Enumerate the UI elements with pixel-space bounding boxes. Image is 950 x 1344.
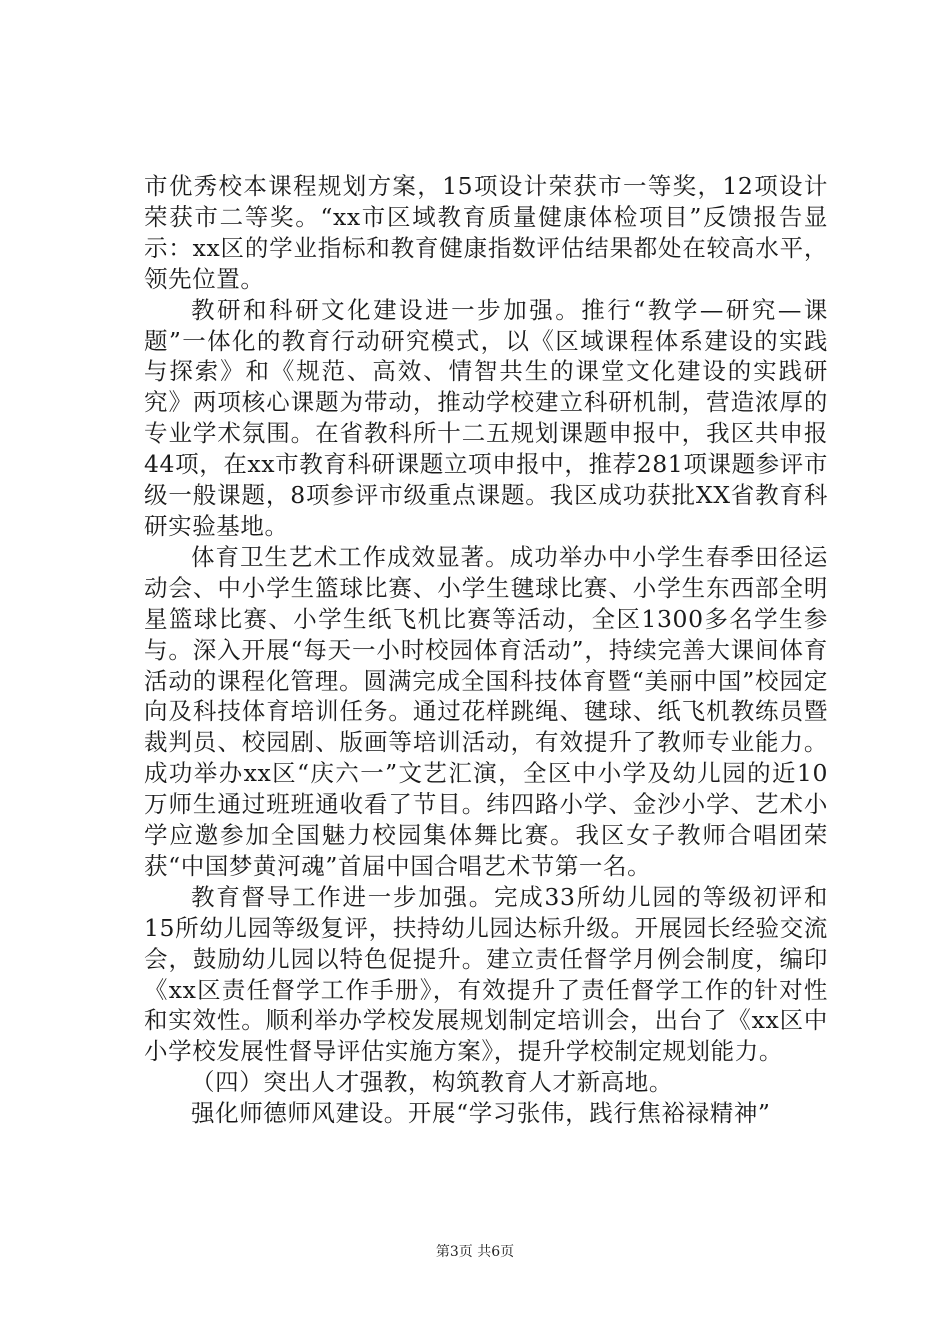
page-number-footer: 第3页 共6页 <box>435 1244 515 1260</box>
paragraph-4: 教育督导工作进一步加强。完成33所幼儿园的等级初评和15所幼儿园等级复评，扶持幼儿园达标升级。开展园长经验交流会，鼓励幼儿园以特色促提升。建立责任督学月例会制度，编印《xx区责任督学工作手册》，有效提升了责任督学工作的针对性和实效性。顺利举办学校发展规划制定培训会，出台了《xx区中小学校发展性督导评估实施方案》，提升学校制定规划能力。 <box>144 882 828 1066</box>
paragraph-2: 教研和科研文化建设进一步加强。推行“教学—研究—课题”一体化的教育行动研究模式，以《区域课程体系建设的实践与探索》和《规范、高效、情智共生的课堂文化建设的实践研究》两项核心课题为带动，推动学校建立科研机制，营造浓厚的专业学术氛围。在省教科所十二五规划课题申报中，我区共申报44项，在xx市教育科研课题立项申报中，推荐281项课题参评市级一般课题，8项参评市级重点课题。我区成功获批XX省教育科研实验基地。 <box>144 295 828 540</box>
paragraph-5: 强化师德师风建设。开展“学习张伟，践行焦裕禄精神” <box>191 1099 771 1128</box>
document-body <box>144 171 828 1129</box>
paragraph-1: 市优秀校本课程规划方案，15项设计荣获市一等奖，12项设计荣获市二等奖。“xx市区域教育质量健康体检项目”反馈报告显示：xx区的学业指标和教育健康指数评估结果都处在较高水平，领先位置。 <box>144 172 828 293</box>
paragraph-3: 体育卫生艺术工作成效显著。成功举办中小学生春季田径运动会、中小学生篮球比赛、小学生毽球比赛、小学生东西部全明星篮球比赛、小学生纸飞机比赛等活动，全区1300多名学生参与。深入开展“每天一小时校园体育活动”，持续完善大课间体育活动的课程化管理。圆满完成全国科技体育暨“美丽中国”校园定向及科技体育培训任务。通过花样跳绳、毽球、纸飞机教练员暨裁判员、校园剧、版画等培训活动，有效提升了教师专业能力。成功举办xx区“庆六一”文艺汇演，全区中小学及幼儿园的近10万师生通过班班通收看了节目。纬四路小学、金沙小学、艺术小学应邀参加全国魅力校园集体舞比赛。我区女子教师合唱团荣获“中国梦黄河魂”首届中国合唱艺术节第一名。 <box>144 542 828 880</box>
section-heading-4: （四）突出人才强教，构筑教育人才新高地。 <box>191 1068 673 1097</box>
